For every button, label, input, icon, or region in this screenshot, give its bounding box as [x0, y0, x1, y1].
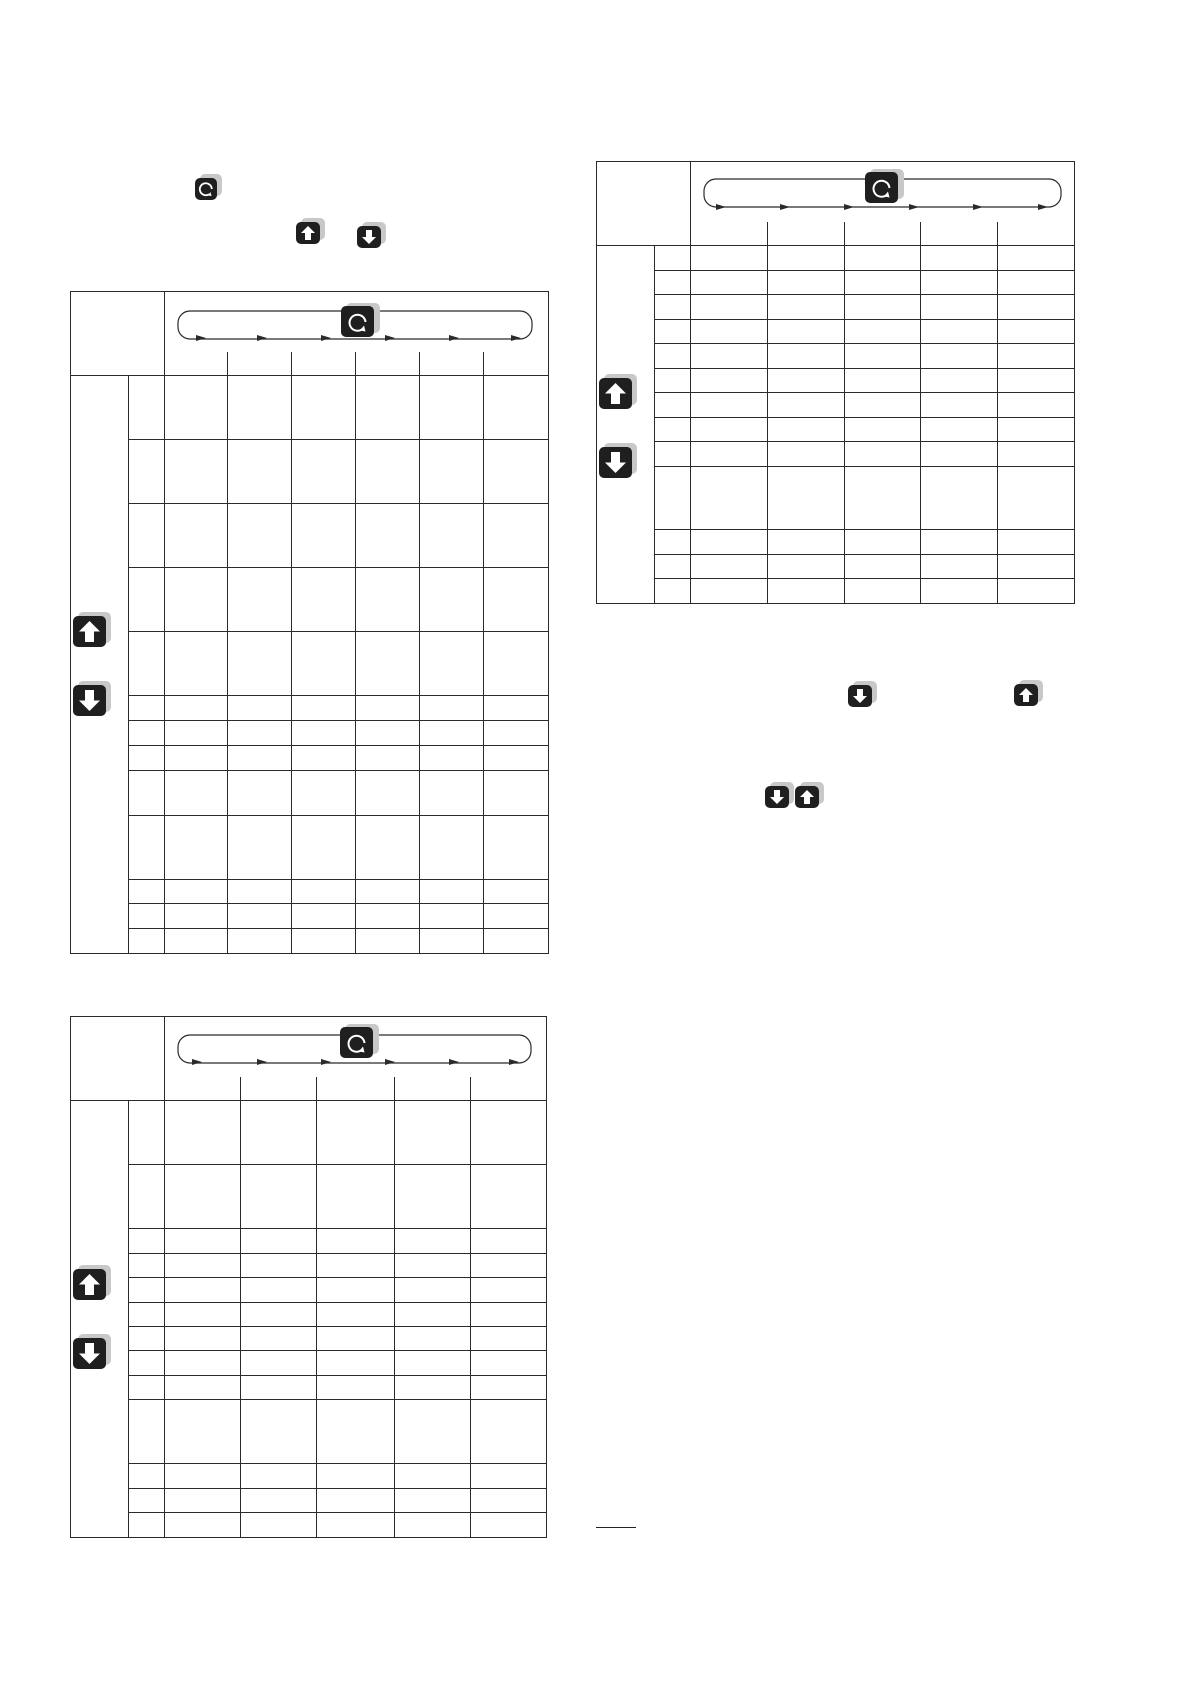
up-button[interactable]	[73, 1269, 106, 1300]
settings-table-3	[596, 161, 1075, 604]
table-3-nav-column	[597, 246, 655, 604]
table-row	[71, 721, 549, 746]
table-row	[597, 467, 1075, 530]
cycle-icon	[341, 303, 380, 337]
arrow-down-icon	[73, 1338, 106, 1369]
up-button-inline[interactable]	[296, 222, 320, 244]
table-row	[71, 1101, 547, 1165]
table-row	[71, 568, 549, 632]
down-button[interactable]	[73, 685, 106, 716]
table-row	[597, 530, 1075, 555]
table-row	[71, 904, 549, 929]
cycle-button-inline[interactable]	[195, 178, 217, 200]
arrow-down-icon	[357, 226, 381, 248]
arrow-up-icon	[1014, 684, 1038, 706]
table-3-corner-cell	[597, 162, 691, 246]
down-button-inline[interactable]	[765, 786, 789, 808]
footnote-rule	[596, 1527, 636, 1528]
up-button-inline[interactable]	[795, 786, 819, 808]
arrow-up-icon	[296, 222, 320, 244]
table-row	[71, 1254, 547, 1278]
arrow-up-icon	[795, 786, 819, 808]
table-3-cycle-header	[691, 162, 1075, 222]
settings-table-1	[70, 291, 549, 954]
arrow-down-icon	[848, 685, 872, 707]
table-row	[597, 344, 1075, 369]
table-row	[597, 555, 1075, 579]
cycle-icon	[340, 1024, 379, 1058]
arrow-down-icon	[73, 685, 106, 716]
table-row	[597, 442, 1075, 467]
down-button-inline[interactable]	[848, 685, 872, 707]
table-row	[71, 746, 549, 771]
table-row	[71, 696, 549, 721]
up-button[interactable]	[73, 616, 106, 647]
table-row	[597, 271, 1075, 295]
table-row	[71, 1464, 547, 1489]
table-row	[71, 1327, 547, 1351]
table-row	[71, 929, 549, 954]
table-1-corner-cell	[71, 292, 165, 376]
arrow-up-icon	[599, 378, 632, 409]
table-row	[71, 1400, 547, 1464]
table-row	[71, 771, 549, 816]
table-row	[71, 504, 549, 568]
table-row	[71, 1376, 547, 1400]
table-row	[71, 376, 549, 440]
settings-table-2	[70, 1016, 547, 1538]
down-button[interactable]	[73, 1338, 106, 1369]
table-row	[597, 246, 1075, 271]
arrow-down-icon	[599, 447, 632, 478]
table-row	[71, 632, 549, 696]
table-row	[71, 1278, 547, 1303]
table-2-nav-column	[71, 1101, 129, 1538]
arrow-up-icon	[73, 1269, 106, 1300]
table-row	[71, 1165, 547, 1229]
table-2-cycle-header	[165, 1017, 547, 1077]
table-1-nav-column	[71, 376, 129, 954]
down-button[interactable]	[599, 447, 632, 478]
table-row	[71, 1351, 547, 1376]
table-row	[597, 369, 1075, 393]
cycle-sequence-diagram	[165, 1017, 548, 1077]
table-row	[71, 880, 549, 904]
arrow-down-icon	[765, 786, 789, 808]
cycle-sequence-diagram	[691, 162, 1075, 222]
table-row	[597, 295, 1075, 320]
cycle-icon	[865, 169, 904, 203]
table-row	[597, 418, 1075, 442]
table-row	[71, 816, 549, 880]
table-row	[71, 440, 549, 504]
arrow-up-icon	[73, 616, 106, 647]
table-row	[597, 393, 1075, 418]
cycle-sequence-diagram	[165, 292, 549, 352]
table-row	[71, 1229, 547, 1254]
cycle-icon	[195, 178, 217, 200]
table-row	[71, 1303, 547, 1327]
table-1-cycle-header	[165, 292, 549, 352]
table-row	[71, 1513, 547, 1538]
table-2-corner-cell	[71, 1017, 165, 1101]
table-row	[597, 579, 1075, 604]
table-row	[597, 320, 1075, 344]
table-row	[71, 1489, 547, 1513]
up-button[interactable]	[599, 378, 632, 409]
up-button-inline[interactable]	[1014, 684, 1038, 706]
down-button-inline[interactable]	[357, 226, 381, 248]
